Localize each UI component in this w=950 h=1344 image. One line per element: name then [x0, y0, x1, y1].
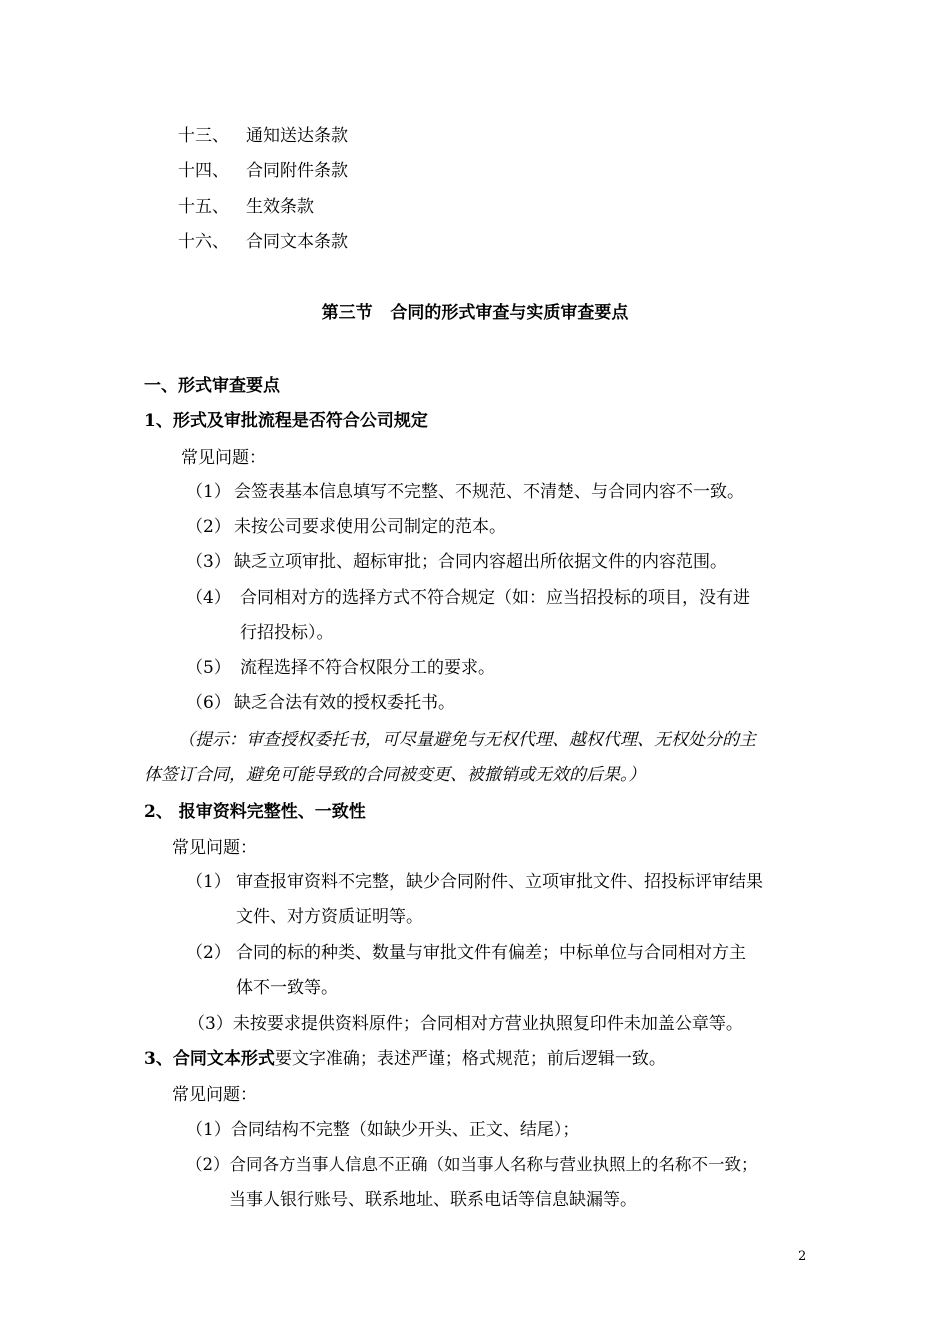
toc-text: 合同附件条款	[246, 161, 348, 181]
subheading-3	[144, 1047, 666, 1071]
list-item	[186, 586, 750, 610]
item-text: 缺乏合法有效的授权委托书。	[234, 693, 455, 713]
item-number: （2）	[186, 517, 231, 537]
toc-item-16	[178, 230, 348, 254]
item-number: （1）	[186, 482, 231, 502]
list-item-continuation: 文件、对方资质证明等。	[236, 907, 423, 927]
subheading-3-text: 要文字准确；表述严谨；格式规范；前后逻辑一致。	[274, 1049, 666, 1069]
toc-item-15	[178, 195, 314, 219]
item-text: 会签表基本信息填写不完整、不规范、不清楚、与合同内容不一致。	[234, 482, 744, 502]
list-item-continuation: 当事人银行账号、联系地址、联系电话等信息缺漏等。	[229, 1190, 637, 1210]
item-number: （5）	[186, 658, 231, 678]
list-item	[186, 550, 727, 574]
subheading-3-title: 3、合同文本形式	[144, 1049, 275, 1069]
list-item	[186, 480, 744, 504]
item-text: 合同结构不完整（如缺少开头、正文、结尾）；	[230, 1120, 580, 1140]
common-issues-label: 常见问题：	[172, 838, 257, 858]
item-number: （6）	[186, 693, 231, 713]
item-number: （2）	[186, 943, 231, 963]
subheading-1: 1、形式及审批流程是否符合公司规定	[144, 411, 428, 431]
list-item	[186, 941, 746, 965]
common-issues-label: 常见问题：	[181, 448, 266, 468]
toc-number: 十五、	[178, 197, 229, 217]
toc-item-13	[178, 124, 348, 148]
item-number: （3）	[186, 552, 231, 572]
item-text: 流程选择不符合权限分工的要求。	[240, 658, 495, 678]
list-item	[186, 691, 455, 715]
tip-note-continuation: 体签订合同，避免可能导致的合同被变更、被撤销或无效的后果。）	[144, 765, 646, 785]
toc-number: 十六、	[178, 232, 229, 252]
section-title: 第三节 合同的形式审查与实质审查要点	[321, 303, 629, 323]
toc-text: 通知送达条款	[246, 126, 348, 146]
item-text: 合同相对方的选择方式不符合规定（如：应当招投标的项目，没有进	[240, 588, 750, 608]
subheading-2: 2、 报审资料完整性、一致性	[144, 802, 366, 822]
page-number: 2	[798, 1249, 807, 1264]
list-item-continuation: 体不一致等。	[236, 978, 338, 998]
tip-note: （提示：审查授权委托书，可尽量避免与无权代理、越权代理、无权处分的主	[178, 730, 756, 750]
item-text: 合同各方当事人信息不正确（如当事人名称与营业执照上的名称不一致；	[229, 1155, 758, 1174]
list-item	[186, 1153, 758, 1177]
item-text: 未按要求提供资料原件；合同相对方营业执照复印件未加盖公章等。	[232, 1014, 743, 1034]
list-item	[186, 1118, 579, 1142]
item-text: 缺乏立项审批、超标审批；合同内容超出所依据文件的内容范围。	[234, 552, 727, 572]
list-item	[188, 1012, 743, 1036]
toc-number: 十三、	[178, 126, 229, 146]
list-item	[186, 515, 506, 539]
item-text: 未按公司要求使用公司制定的范本。	[234, 517, 506, 537]
item-number: （3）	[188, 1014, 233, 1034]
list-item-continuation: 行招投标）。	[240, 623, 334, 643]
toc-text: 生效条款	[246, 197, 314, 217]
item-text: 审查报审资料不完整，缺少合同附件、立项审批文件、招投标评审结果	[236, 872, 763, 892]
list-item	[186, 870, 763, 894]
item-number: （4）	[186, 588, 231, 608]
toc-number: 十四、	[178, 161, 229, 181]
item-number: （1）	[186, 1120, 231, 1140]
common-issues-label: 常见问题：	[172, 1085, 257, 1105]
item-number: （2）	[186, 1155, 230, 1174]
part-heading: 一、形式审查要点	[144, 376, 280, 396]
list-item	[186, 656, 495, 680]
toc-text: 合同文本条款	[246, 232, 348, 252]
item-number: （1）	[186, 872, 231, 892]
toc-item-14	[178, 159, 348, 183]
item-text: 合同的标的种类、数量与审批文件有偏差；中标单位与合同相对方主	[236, 943, 746, 963]
